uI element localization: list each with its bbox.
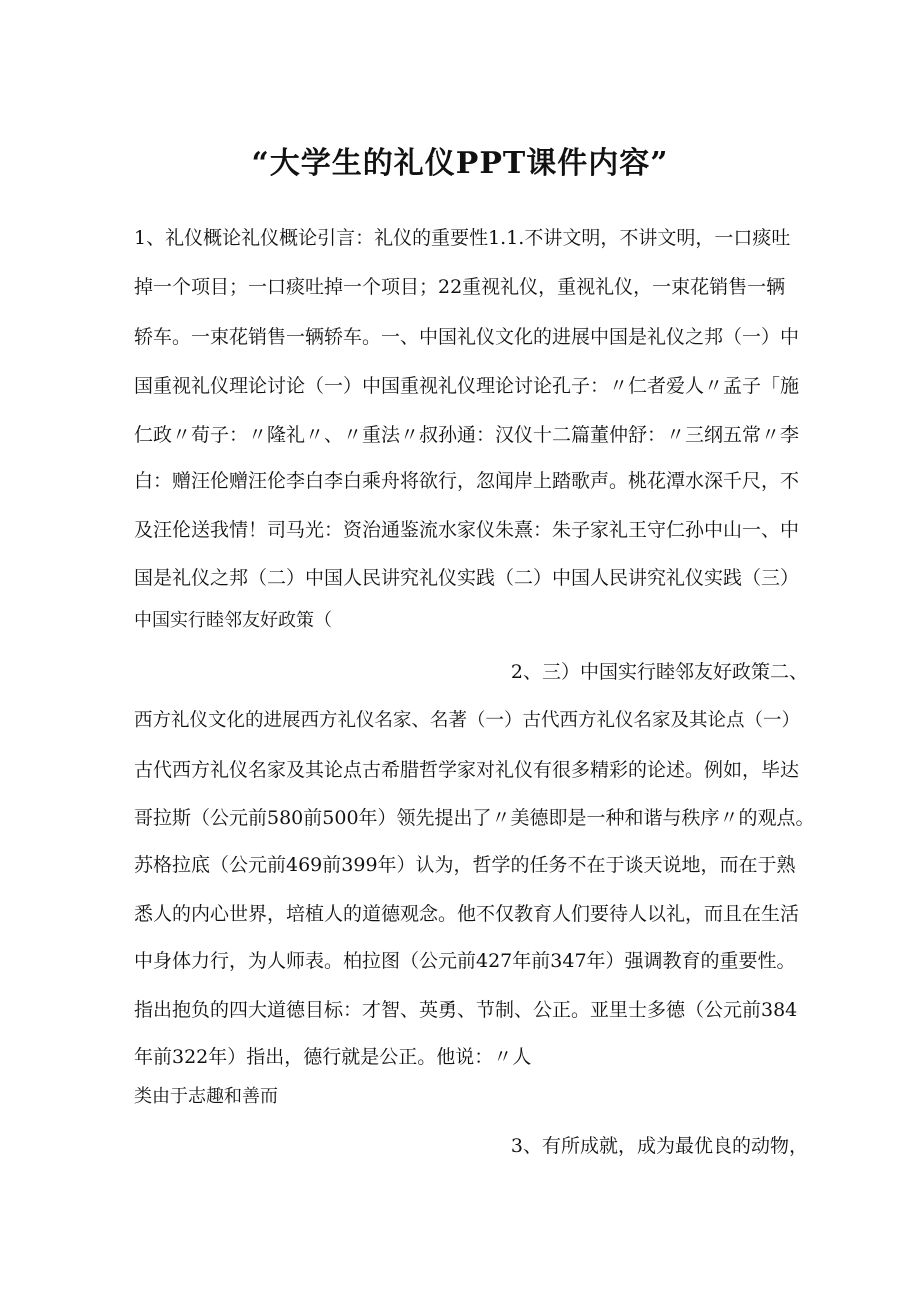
paragraph-line-19: 类由于志趣和善而 <box>134 1086 278 1107</box>
paragraph-line-8: 国是礼仪之邦（二）中国人民讲究礼仪实践（二）中国人民讲究礼仪实践（三） <box>134 567 800 589</box>
paragraph-line-12: 古代西方礼仪名家及其论点古希腊哲学家对礼仪有很多精彩的论述。例如，毕达 <box>134 759 800 781</box>
paragraph-line-16: 中身体力行，为人师表。柏拉图（公元前427年前347年）强调教育的重要性。 <box>134 950 796 972</box>
paragraph-line-9: 中国实行睦邻友好政策（ <box>134 610 332 631</box>
paragraph-line-7: 及汪伦送我情！司马光：资治通鉴流水家仪朱熹：朱子家礼王守仁孙中山一、中 <box>134 519 800 541</box>
paragraph-line-1: 1、礼仪概论礼仪概论引言：礼仪的重要性1.1.不讲文明，不讲文明，一口痰吐 <box>134 227 791 249</box>
paragraph-line-18: 年前322年）指出，德行就是公正。他说：〃人 <box>134 1046 532 1068</box>
paragraph-line-10: 2、三）中国实行睦邻友好政策二、 <box>510 661 808 683</box>
paragraph-line-17: 指出抱负的四大道德目标：才智、英勇、节制、公正。亚里士多德（公元前384 <box>134 999 798 1021</box>
paragraph-line-11: 西方礼仪文化的进展西方礼仪名家、名著（一）古代西方礼仪名家及其论点（一） <box>134 710 801 731</box>
document-title: “大学生的礼仪PPT课件内容” <box>251 146 669 181</box>
paragraph-line-6: 白：赠汪伦赠汪伦李白李白乘舟将欲行，忽闻岸上踏歌声。桃花潭水深千尺，不 <box>134 470 800 492</box>
paragraph-line-20: 3、有所成就，成为最优良的动物， <box>510 1135 808 1157</box>
paragraph-line-4: 国重视礼仪理论讨论（一）中国重视礼仪理论讨论孔子：〃仁者爱人〃孟子「施 <box>134 375 800 397</box>
paragraph-line-15: 悉人的内心世界，培植人的道德观念。他不仅教育人们要待人以礼，而且在生活 <box>134 903 800 925</box>
paragraph-line-2: 掉一个项目；一口痰吐掉一个项目；22重视礼仪，重视礼仪，一束花销售一辆 <box>134 276 786 298</box>
paragraph-line-5: 仁政〃荀子：〃隆礼〃、〃重法〃叔孙通：汉仪十二篇董仲舒：〃三纲五常〃李 <box>134 424 800 446</box>
paragraph-line-14: 苏格拉底（公元前469前399年）认为，哲学的任务不在于谈天说地，而在于熟 <box>134 854 796 876</box>
paragraph-line-3: 轿车。一束花销售一辆轿车。一、中国礼仪文化的进展中国是礼仪之邦（一）中 <box>134 326 800 348</box>
paragraph-line-13: 哥拉斯（公元前580前500年）领先提出了〃美德即是一种和谐与秩序〃的观点。 <box>134 807 815 829</box>
